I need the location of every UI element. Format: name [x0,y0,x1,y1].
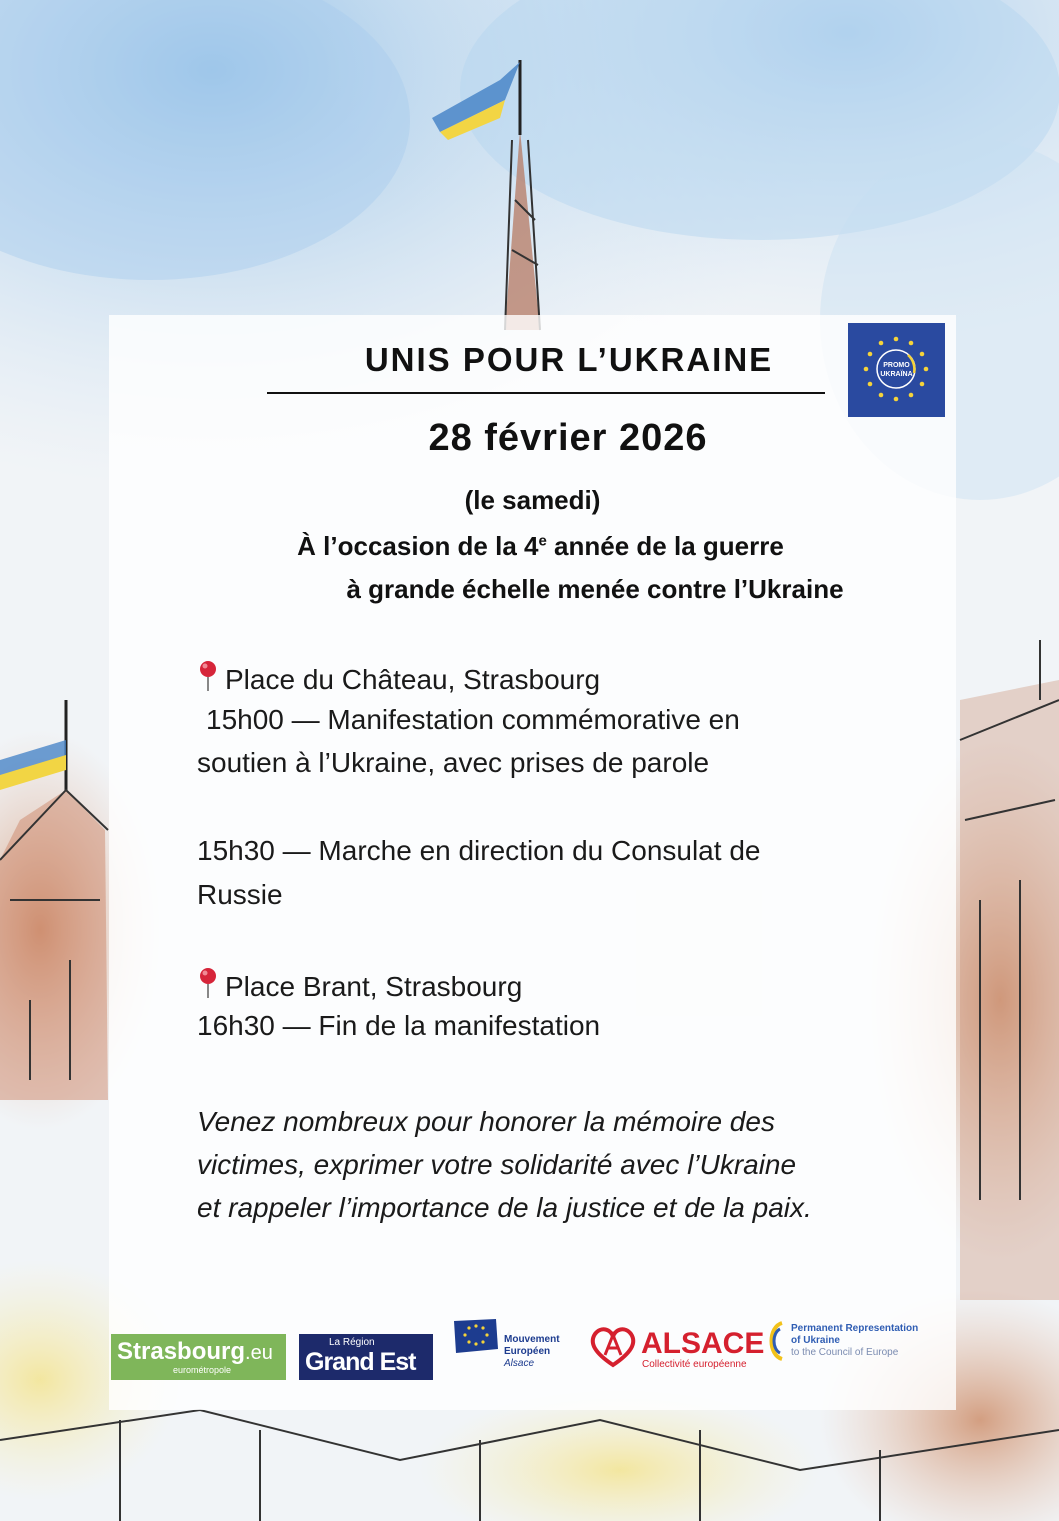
strasbourg-logo-name: Strasbourg [117,1338,246,1365]
location-1 [197,660,600,696]
alsace-logo [587,1325,765,1375]
ukraine-rep-line1: Permanent Representation [791,1323,919,1334]
grand-est-logo [299,1334,433,1380]
occasion-ordinal-suffix: e [538,532,547,550]
mouvement-logo-line1: Mouvement [504,1334,560,1345]
map-pin-icon [197,967,219,999]
page-title: UNIS POUR L’UKRAINE [364,341,774,378]
location-2 [197,967,522,1003]
occasion-line-1 [109,531,972,562]
alsace-heart-icon [587,1325,639,1369]
promo-logo-line2: UKRAÏNA [880,371,913,378]
map-pin-icon [197,660,219,692]
eu-stars-icon [848,323,945,417]
strasbourg-logo-sub: eurométropole [173,1365,232,1375]
schedule-line-3: 15h30 — Marche en direction du Consulat de [197,835,761,866]
occasion-text-post: année de la guerre [546,531,784,561]
mouvement-logo-line2: Européen [504,1346,551,1357]
closing-line-2: victimes, exprimer votre solidarité avec l’Ukraine [197,1149,797,1180]
occasion-text-pre: À l’occasion de la 4 [297,531,539,561]
strasbourg-eu-logo [111,1334,286,1380]
closing-line-1: Venez nombreux pour honorer la mémoire des [197,1106,775,1137]
schedule-line-5: 16h30 — Fin de la manifestation [197,1010,601,1041]
ukraine-rep-line2: of Ukraine [791,1335,840,1346]
location-2-text: Place Brant, Strasbourg [225,971,523,1002]
ukraine-representation-logo [766,1321,946,1381]
grand-est-logo-top: La Région [329,1337,375,1348]
grand-est-logo-name: Grand Est [305,1348,416,1376]
schedule-line-1: 15h00 — Manifestation commémorative en [206,704,740,735]
ukraine-crescent-icon [766,1321,788,1361]
event-day: (le samedi) [464,485,601,515]
promo-ukraina-logo [848,323,945,417]
event-card [109,315,956,1410]
eu-flag-icon [452,1317,500,1357]
alsace-logo-name: ALSACE [641,1327,765,1360]
alsace-logo-sub: Collectivité européenne [642,1359,747,1370]
location-1-text: Place du Château, Strasbourg [225,664,601,695]
event-date: 28 février 2026 [428,417,708,459]
mouvement-europeen-logo [452,1317,572,1377]
schedule-line-4: Russie [197,879,283,910]
mouvement-logo-line3: Alsace [504,1358,535,1369]
schedule-line-2: soutien à l’Ukraine, avec prises de parole [197,747,710,778]
occasion-line-2: à grande échelle menée contre l’Ukraine [346,574,844,604]
closing-line-3: et rappeler l’importance de la justice et de la paix. [197,1192,812,1223]
strasbourg-logo-suffix: .eu [245,1342,273,1364]
ukraine-rep-line3: to the Council of Europe [791,1347,899,1358]
closing-message [197,1100,917,1229]
promo-logo-line1: PROMO [883,362,910,369]
title-underline [267,392,825,394]
